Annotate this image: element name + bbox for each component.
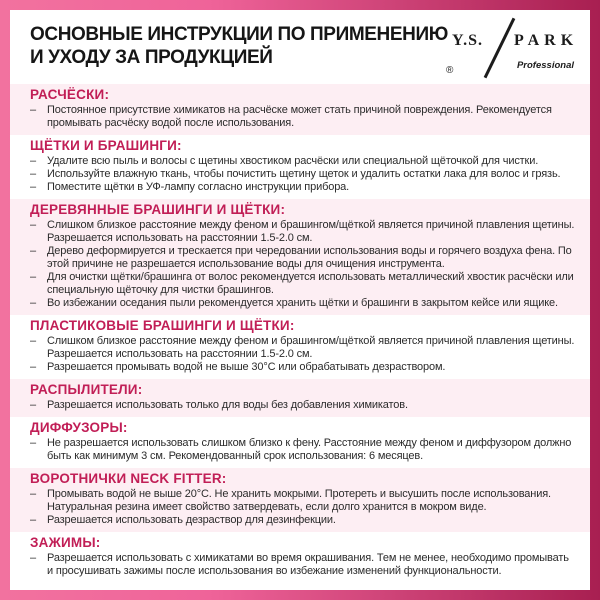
list-item-text: Не разрешается использовать слишком близко к фену. Расстояние между феном и диффузором должно быть как минимум 3 см. Рекомендованный срок использования: 6 месяцев.: [47, 437, 572, 462]
bullet-dash: –: [30, 488, 37, 500]
bullet-dash: –: [30, 361, 37, 373]
section-sprayers: [10, 379, 590, 417]
list-item-text: Разрешается промывать водой не выше 30°C или обрабатывать дезраствором.: [47, 361, 446, 373]
logo-slash-icon: [484, 18, 516, 79]
list-item-text: Разрешается использовать с химикатами во время окрашивания. Тем не менее, необходимо промывать и просушивать зажимы после использования во избежание изменений функциональности.: [47, 552, 569, 577]
list-item: [30, 155, 576, 168]
list-item: [30, 219, 576, 245]
list-item: [30, 552, 576, 578]
instruction-sheet: [10, 10, 590, 590]
section-heading: РАСПЫЛИТЕЛИ:: [30, 382, 143, 397]
bullet-dash: –: [30, 271, 37, 283]
list-item-text: Для очистки щётки/брашинга от волос рекомендуется использовать металлический хвостик расчёски или специальную щёточку для чистки брашингов.: [47, 271, 574, 296]
list-item-text: Слишком близкое расстояние между феном и брашингом/щёткой является причиной плавления щетины. Разрешается использовать на расстоянии 1.5-2.0 см.: [47, 219, 575, 244]
bullet-dash: –: [30, 335, 37, 347]
section-heading: ПЛАСТИКОВЫЕ БРАШИНГИ И ЩЁТКИ:: [30, 318, 295, 333]
list-item: [30, 181, 576, 194]
section-heading: ЗАЖИМЫ:: [30, 535, 101, 550]
bullet-dash: –: [30, 181, 37, 193]
list-item-text: Промывать водой не выше 20°C. Не хранить мокрыми. Протереть и высушить после использования. Натуральная резина имеет свойство затвердевать, если долго хранится в мокром виде.: [47, 488, 551, 513]
list-item-text: Постоянное присутствие химикатов на расчёске может стать причиной повреждения. Рекомендуется промывать расчёску водой после использования.: [47, 104, 552, 129]
bullet-dash: –: [30, 297, 37, 309]
list-item-text: Слишком близкое расстояние между феном и брашингом/щёткой является причиной плавления щетины. Разрешается использовать на расстоянии 1.5-2.0 см.: [47, 335, 575, 360]
bullet-dash: –: [30, 104, 37, 116]
section-heading: ЩЁТКИ И БРАШИНГИ:: [30, 138, 182, 153]
logo-ys-text: Y.S.: [452, 32, 483, 49]
logo-park-text: PARK: [514, 32, 579, 49]
list-item: [30, 335, 576, 361]
list-item-text: Во избежании оседания пыли рекомендуется хранить щётки и брашинги в закрытом кейсе или ящике.: [47, 297, 558, 309]
list-item-text: Удалите всю пыль и волосы с щетины хвостиком расчёски или специальной щёточкой для чистки.: [47, 155, 539, 167]
section-diffusers: [10, 417, 590, 468]
bullet-dash: –: [30, 155, 37, 167]
bullet-dash: –: [30, 437, 37, 449]
ys-park-logo: [446, 18, 579, 80]
registered-trademark-icon: ®: [446, 65, 454, 76]
list-item-text: Используйте влажную ткань, чтобы почистить щетину щеток и удалить остатки лака для волос и грязь.: [47, 168, 561, 180]
section-combs: [10, 84, 590, 135]
section-heading: ДИФФУЗОРЫ:: [30, 420, 128, 435]
list-item: [30, 297, 576, 310]
section-plastic-brushes: [10, 315, 590, 379]
bullet-dash: –: [30, 168, 37, 180]
list-item: [30, 361, 576, 374]
section-heading: ВОРОТНИЧКИ NECK FITTER:: [30, 471, 227, 486]
header: [10, 10, 590, 84]
section-heading: ДЕРЕВЯННЫЕ БРАШИНГИ И ЩЁТКИ:: [30, 202, 286, 217]
section-heading: РАСЧЁСКИ:: [30, 87, 110, 102]
list-item: [30, 514, 576, 527]
list-item: [30, 437, 576, 463]
section-wooden-brushes: [10, 199, 590, 315]
section-neck-fitters: [10, 468, 590, 532]
bullet-dash: –: [30, 219, 37, 231]
list-item: [30, 168, 576, 181]
bullet-dash: –: [30, 245, 37, 257]
list-item: [30, 104, 576, 130]
list-item: [30, 488, 576, 514]
section-brushes: [10, 135, 590, 199]
list-item-text: Разрешается использовать только для воды без добавления химикатов.: [47, 399, 408, 411]
page-title-line2: И УХОДУ ЗА ПРОДУКЦИЕЙ: [30, 47, 273, 68]
page-title-line1: ОСНОВНЫЕ ИНСТРУКЦИИ ПО ПРИМЕНЕНИЮ: [30, 24, 448, 45]
bullet-dash: –: [30, 514, 37, 526]
logo-professional-text: Professional: [516, 60, 574, 71]
list-item-text: Разрешается использовать дезраствор для дезинфекции.: [47, 514, 336, 526]
list-item-text: Дерево деформируется и трескается при чередовании использования воды и горячего воздуха фена. По этой причине не разрешается использование воды для очищения инструмента.: [47, 245, 572, 270]
list-item: [30, 271, 576, 297]
list-item-text: Поместите щётки в УФ-лампу согласно инструкции прибора.: [47, 181, 350, 193]
bullet-dash: –: [30, 552, 37, 564]
list-item: [30, 245, 576, 271]
list-item: [30, 399, 576, 412]
section-clips: [10, 532, 590, 590]
bullet-dash: –: [30, 399, 37, 411]
